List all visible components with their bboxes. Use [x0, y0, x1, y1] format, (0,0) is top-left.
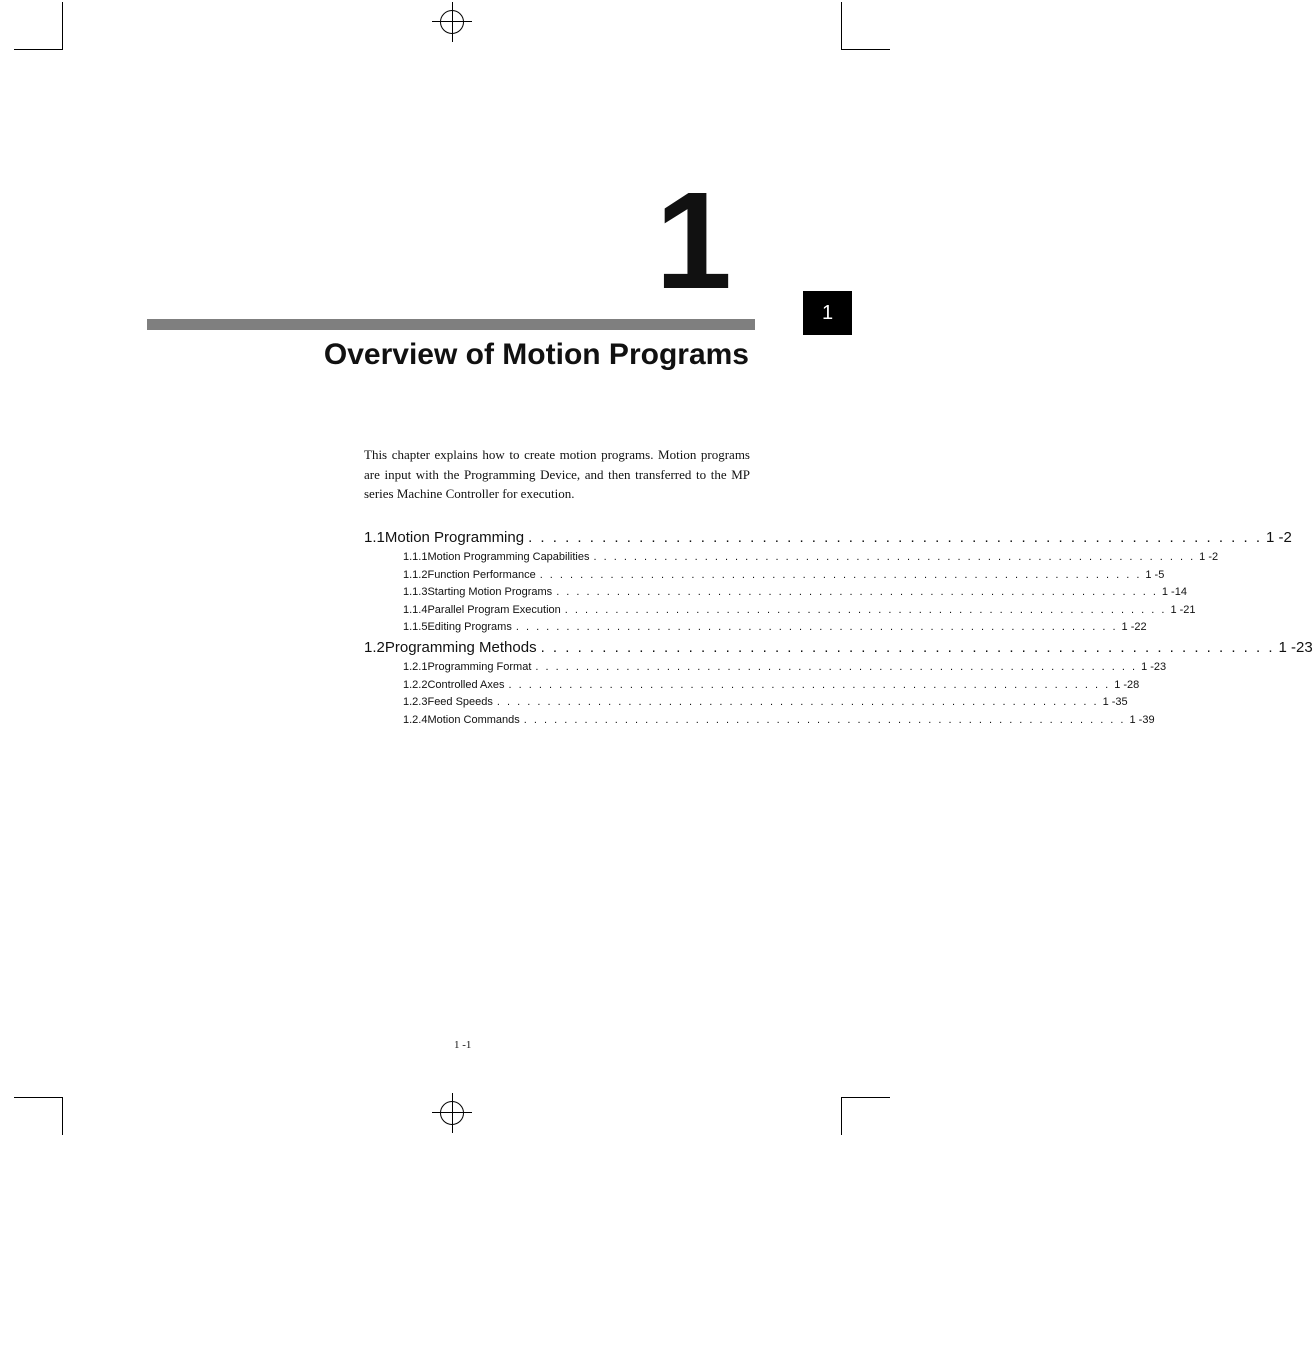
toc-entry-number: 1.2.2	[403, 678, 428, 691]
toc-subsection-entry[interactable]	[364, 602, 1196, 620]
toc-dot-leader: . . . . . . . . . . . . . . . . . . . . . . . . . . . . . . . . . . . . . . . . . . . . . . . . . . . . . . . . . . . .	[496, 696, 1099, 709]
toc-dot-leader: . . . . . . . . . . . . . . . . . . . . . . . . . . . . . . . . . . . . . . . . . . . . . . . . . . . . . . . . . . . .	[508, 678, 1111, 691]
toc-dot-leader: . . . . . . . . . . . . . . . . . . . . . . . . . . . . . . . . . . . . . . . . . . . . . . . . . . . . . . . . . . . .	[556, 586, 1158, 599]
registration-mark	[440, 10, 464, 34]
toc-dot-leader: . . . . . . . . . . . . . . . . . . . . . . . . . . . . . . . . . . . . . . . . . . . . . . . . . . . . . . . . . . . .	[540, 638, 1275, 656]
toc-entry-page: 1 -28	[1114, 678, 1140, 691]
crop-mark	[14, 49, 63, 50]
toc-subsection-entry[interactable]	[364, 659, 1167, 677]
toc-entry-number: 1.1.1	[403, 551, 428, 563]
toc-subsection-entry[interactable]	[364, 712, 1155, 730]
toc-entry-page: 1 -23	[1141, 660, 1167, 673]
toc-entry-title: Parallel Program Execution	[427, 603, 561, 616]
toc-section-entry[interactable]	[364, 527, 1292, 549]
toc-entry-page: 1 -14	[1161, 586, 1187, 599]
toc-entry-page: 1 -21	[1170, 603, 1196, 616]
toc-subsection-entry[interactable]	[364, 619, 1147, 637]
toc-entry-title: Motion Programming	[384, 529, 525, 546]
toc-entry-number: 1.2	[364, 638, 385, 656]
toc-entry-title: Editing Programs	[427, 621, 512, 634]
toc-entry-title: Motion Programming Capabilities	[427, 551, 590, 563]
crop-mark	[62, 1097, 63, 1135]
crop-mark	[841, 49, 890, 50]
toc-entry-title: Programming Methods	[384, 638, 537, 656]
chapter-title: Overview of Motion Programs	[323, 338, 749, 371]
toc-entry-page: 1 -39	[1129, 713, 1155, 726]
toc-entry-page: 1 -2	[1266, 529, 1292, 546]
toc-entry-title: Controlled Axes	[427, 678, 505, 691]
toc-dot-leader: . . . . . . . . . . . . . . . . . . . . . . . . . . . . . . . . . . . . . . . . . . . . . . . . . . . . . . . . . . . .	[515, 621, 1118, 634]
toc-entry-page: 1 -22	[1121, 621, 1147, 634]
toc-subsection-entry[interactable]	[364, 549, 1219, 567]
toc-subsection-entry[interactable]	[364, 677, 1140, 695]
toc-dot-leader: . . . . . . . . . . . . . . . . . . . . . . . . . . . . . . . . . . . . . . . . . . . . . . . . . . . . . . . . . . . .	[564, 603, 1167, 616]
toc-entry-number: 1.2.4	[403, 713, 428, 726]
crop-mark	[841, 1097, 842, 1135]
toc-entry-page: 1 -35	[1102, 696, 1128, 709]
page-number: 1 -1	[454, 1039, 472, 1051]
crop-mark	[14, 1097, 63, 1098]
toc-entry-title: Starting Motion Programs	[427, 586, 553, 599]
toc-subsection-entry[interactable]	[364, 567, 1165, 585]
chapter-number: 1	[655, 164, 728, 318]
toc-subsection-entry[interactable]	[364, 694, 1128, 712]
crop-mark	[62, 2, 63, 50]
crop-mark	[841, 1097, 890, 1098]
toc-subsection-entry[interactable]	[364, 584, 1187, 602]
toc-entry-title: Programming Format	[427, 660, 532, 673]
toc-dot-leader: . . . . . . . . . . . . . . . . . . . . . . . . . . . . . . . . . . . . . . . . . . . . . . . . . . . . . . . . . . . .	[535, 660, 1138, 673]
crop-mark	[841, 2, 842, 50]
toc-entry-title: Feed Speeds	[427, 696, 493, 709]
toc-entry-page: 1 -2	[1199, 551, 1219, 563]
toc-entry-page: 1 -23	[1278, 638, 1313, 656]
toc-entry-number: 1.1	[364, 529, 385, 546]
chapter-intro: This chapter explains how to create motion programs. Motion programs are input with the Programming Device, and then transferred to the MP series Machine Controller for execution.	[364, 447, 750, 501]
toc-dot-leader: . . . . . . . . . . . . . . . . . . . . . . . . . . . . . . . . . . . . . . . . . . . . . . . . . . . . . . . . . . . .	[523, 713, 1126, 726]
table-of-contents	[364, 527, 1313, 729]
chapter-thumb-tab: 1	[803, 291, 852, 335]
toc-entry-number: 1.1.4	[403, 603, 428, 616]
toc-entry-title: Motion Commands	[427, 713, 520, 726]
toc-dot-leader: . . . . . . . . . . . . . . . . . . . . . . . . . . . . . . . . . . . . . . . . . . . . . . . . . . . . . . . . . . . .	[593, 551, 1196, 563]
toc-entry-number: 1.1.3	[403, 586, 428, 599]
toc-entry-title: Function Performance	[427, 568, 536, 581]
toc-entry-number: 1.1.5	[403, 621, 428, 634]
chapter-rule-bar	[147, 319, 755, 330]
toc-entry-page: 1 -5	[1145, 568, 1165, 581]
toc-dot-leader: . . . . . . . . . . . . . . . . . . . . . . . . . . . . . . . . . . . . . . . . . . . . . . . . . . . . . . . . . . . .	[539, 568, 1142, 581]
toc-dot-leader: . . . . . . . . . . . . . . . . . . . . . . . . . . . . . . . . . . . . . . . . . . . . . . . . . . . . . . . . . . . .	[528, 529, 1263, 546]
toc-entry-number: 1.2.3	[403, 696, 428, 709]
toc-section-entry[interactable]	[364, 637, 1313, 659]
toc-entry-number: 1.1.2	[403, 568, 428, 581]
registration-mark	[440, 1101, 464, 1125]
toc-entry-number: 1.2.1	[403, 660, 428, 673]
